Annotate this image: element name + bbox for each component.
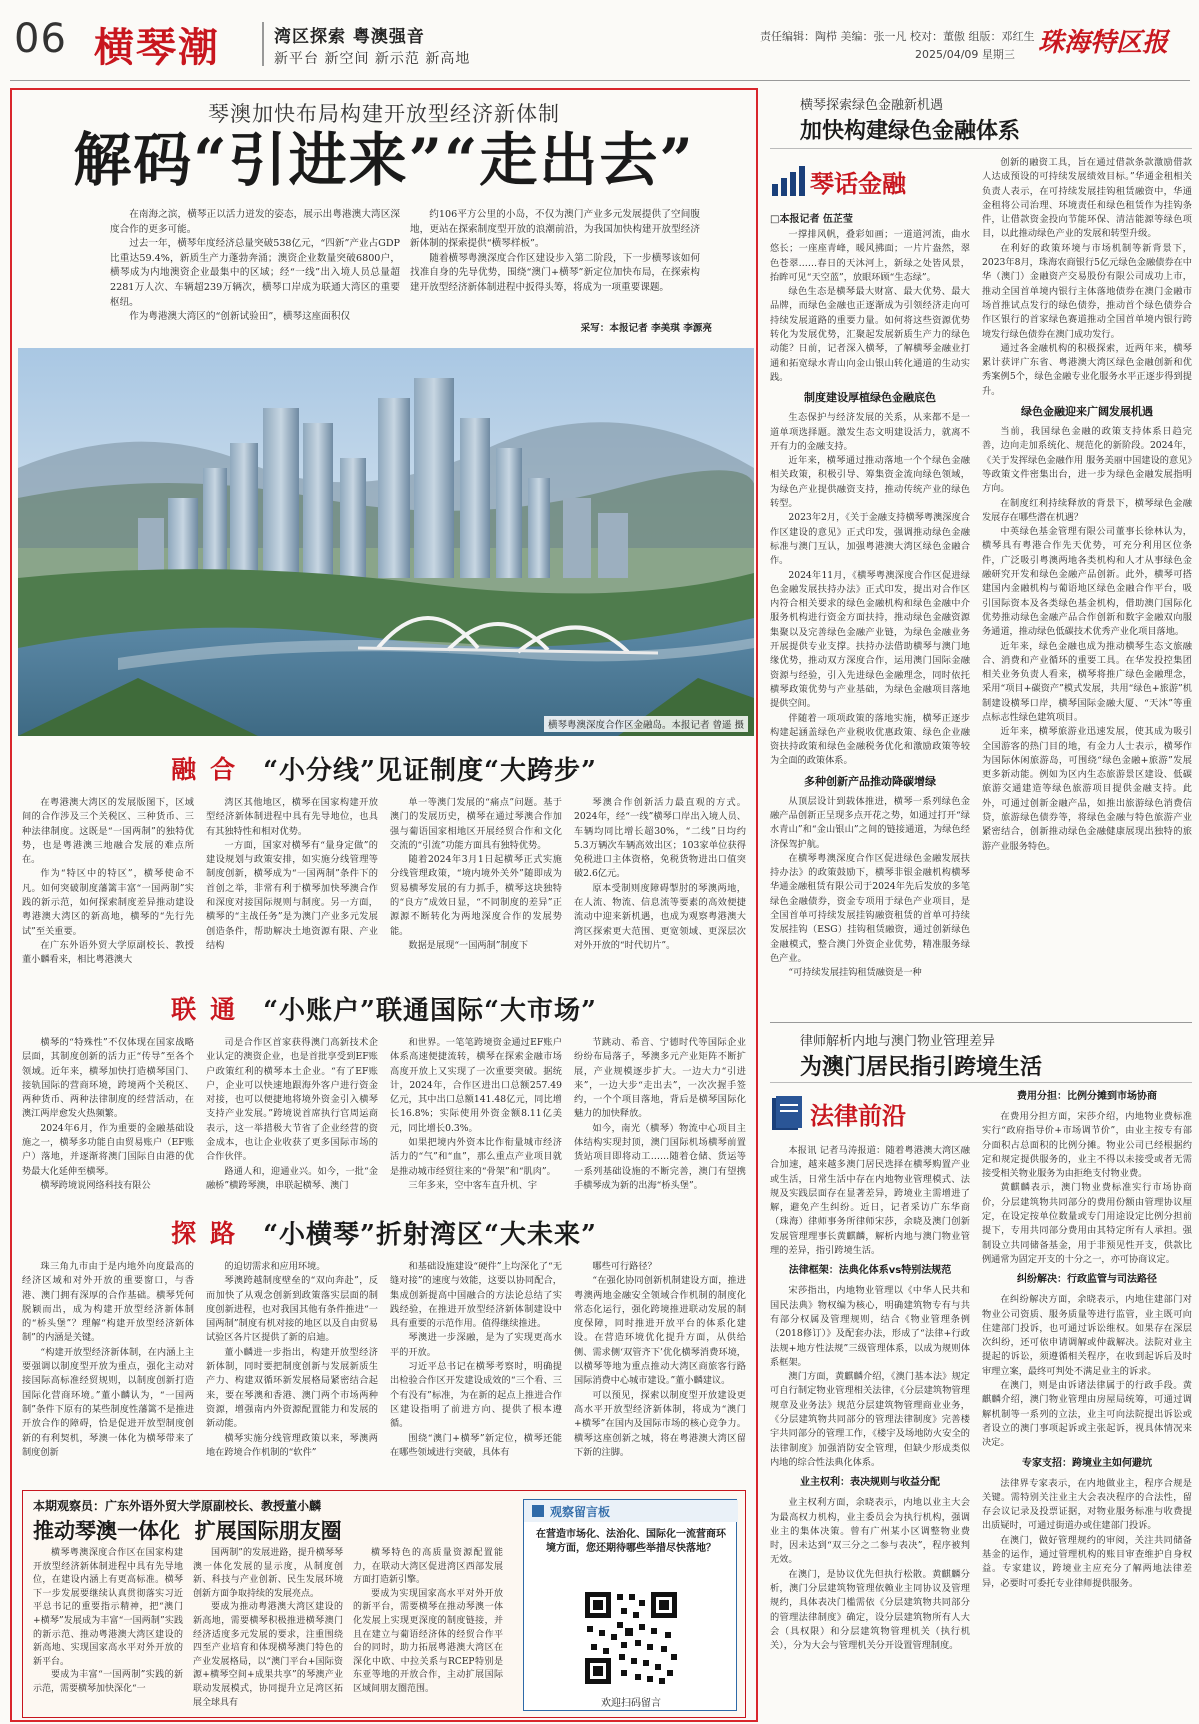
lead-kicker: 琴澳加快布局构建开放型经济新体制 bbox=[208, 102, 560, 126]
section-tag: 探路 bbox=[171, 1219, 250, 1248]
legal-col-2 bbox=[982, 1088, 1192, 1720]
qr-code[interactable] bbox=[581, 1588, 681, 1688]
article-kicker: 横琴探索绿色金融新机遇 bbox=[800, 98, 944, 113]
para: 通过各金融机构的积极探索，近两年来，横琴累计获评广东省、粤港澳大湾区绿色金融创新和优秀案例5个，绿色金融专业化服务水平正逐步得到提升。 bbox=[982, 342, 1192, 397]
section-title: “小账户”联通国际“大市场” bbox=[263, 995, 597, 1026]
subhead: 制度建设厚植绿色金融底色 bbox=[804, 391, 936, 405]
para: 2024年11月，《横琴粤澳深度合作区促进绿色金融发展扶持办法》正式印发，提出对合作区内符合相关要求的绿色金融机构和绿色金融中介服务机构进行资金方面扶持，推动绿色金融资源集聚以及完善绿色金融产业链，为绿色金融业务开展提供专业支撑。扶持办法借助横琴与澳门地缘优势，推动双方深度合作，运用澳门国际金融资源与经验，引入先进绿色金融理念，同时依托横琴政策优势与产业基础，为绿色金融项目落地提供空间。 bbox=[770, 569, 970, 710]
para: 近年来，绿色金融也成为推动横琴生态文旅融合、消费和产业循环的重要工具。在华发投控集团相关业务负责人看来，横琴将推广绿色金融理念，采用“项目+碳资产”模式发展，共用“绿色+旅游”机制建设横琴口岸，横琴国际金融大厦、“天沐”等重点标志性绿色建筑项目。 bbox=[982, 640, 1192, 723]
intro-para: 在南海之滨，横琴正以活力迸发的姿态，展示出粤港澳大湾区深度合作的更多可能。 bbox=[110, 209, 400, 235]
para: 中英绿色基金管理有限公司董事长徐林认为，横琴具有粤港合作先天优势，可充分利用区位条件，广泛吸引粤澳两地各类机构和人才从事绿色金融研究开发和绿色金融产品创新。此外，横琴可搭建国内金融机构与葡语地区绿色金融合作平台，吸引国际资本及各类绿色基金机构，借助澳门国际化优势推动绿色金融产品合作创新和数字金融双向服务通道，推动绿色低碳技术优秀产业化项目落地。 bbox=[982, 526, 1192, 638]
article-byline: □本报记者 伍芷莹 bbox=[770, 214, 853, 225]
section-explore-body bbox=[22, 1260, 746, 1486]
observer-box bbox=[22, 1490, 746, 1718]
section-connect-header bbox=[12, 986, 756, 1030]
para: 董小麟进一步指出，构建开放型经济新体制，同时要把制度创新与发展新质生产力、构建双循环新发展格局紧密结合起来，要在琴澳和香港、澳门两个市场两种资源，增强南内外资源配置能力和发展的新动能。 bbox=[206, 1346, 378, 1430]
editor-credits: 责任编辑：陶栉 美编：张一凡 校对：董傲 组版：邓红生 bbox=[760, 30, 1035, 43]
para: 在纠纷解决方面，余晓表示，内地住建部门对物业公司资质、服务质量等进行监管，业主既可向住建部门投诉，也可通过诉讼维权。如果存在深层次纠纷，还可依申请调解或仲裁解决。法院对业主提起的诉讼，须遵循相关程序，在收到起诉后及时审理立案，最终可判处不满足业主的诉求。 bbox=[982, 1294, 1192, 1377]
para: 哪些可行路径？ bbox=[592, 1261, 657, 1272]
para: 业主权利方面，余晓表示，内地以业主大会为最高权力机构，业主委员会为执行机构，强调业主的集体决策。曾有广州某小区调整物业费时，因未达到“双三分之二参与表决”，程序被判无效。 bbox=[770, 1497, 970, 1566]
para: 珠三角九市由于是内地外向度最高的经济区域和对外开放的重要窗口，与香港、澳门拥有深厚的合作基础。横琴凭何脱颖而出，成为构建开放型经济新体制的“桥头堡”？理解“构建开放型经济新体制”的内涵是关键。 bbox=[22, 1261, 194, 1344]
para: “在强化协同创新机制建设方面，推进粤澳两地金融安全领域合作机制的制度化常态化运行，强化跨境推进联动发展的制度保障，同时推进开放平台的体系化建设。在营造环境优化提升方面，从供给侧、需求侧‘双管齐下’优化横琴消费环境，以横琴等地为重点推动大湾区商旅客行路国际消费中心城市建设。”董小麟建议。 bbox=[574, 1275, 746, 1387]
column-logo bbox=[770, 156, 928, 206]
para: 近年来，横琴通过推动落地一个个绿色金融相关政策，积极引导、筹集资金流向绿色领域，为绿色产业提供融资支持，推动传统产业的绿色转型。 bbox=[770, 455, 970, 510]
observer-headline: 推动琴澳一体化 扩展国际朋友圈 bbox=[33, 1518, 342, 1543]
para: 原本受制则度障碍掣肘的琴澳两地，在人流、物流、信息流等要素的高效便捷流动中迎来新机遇，也成为观察粤港澳大湾区探索更大范围、更宽领域、更深层次对外开放的“时代切片”。 bbox=[574, 882, 746, 951]
subhead: 业主权利：表决规则与收益分配 bbox=[800, 1477, 940, 1489]
message-board-icon bbox=[532, 1505, 544, 1517]
para: 如今，南光（横琴）物流中心项目主体结构实现封顶，澳门国际机场横琴前置货站项目即将动工……随着仓储、货运等一系列基础设施的不断完善，澳门有望携手横琴成为新的出海“桥头堡”。 bbox=[574, 1122, 746, 1191]
para: 司是合作区首家获得澳门高新技术企业认定的澳资企业，也是首批享受到EF账户政策红利的横琴本土企业。“有了EF账户，企业可以快速地跟海外客户进行资金对接，也可以便捷地将境外资金引入横琴支持产业发展。”跨境说首席执行官周运商表示，这一举措极大节省了企业经营的资金成本，也让企业收获了更多国际市场的合作伙伴。 bbox=[206, 1037, 378, 1163]
para: 如果把境内外资本比作衔量城市经济活力的“气”和“血”，那么重点产业项目就是推动城市经贸往来的“骨架”和“肌肉”。 bbox=[390, 1137, 562, 1177]
para: 路通人和，迎通业兴。如今，一批“金融桥”横跨琴澳，串联起横琴、澳门 bbox=[206, 1165, 378, 1191]
para: 要成为丰富“一国两制”实践的新示范，需要横琴加快深化“一 bbox=[33, 1670, 183, 1694]
para: 横琴特色的高质量资源配置能力，在联动大湾区促进湾区西部发展方面打造新引擎。 bbox=[353, 1548, 503, 1586]
para: 生态保护与经济发展的关系，从来都不是一道单项选择题。激发生态文明建设活力，就离不开有力的金融支持。 bbox=[770, 412, 970, 452]
intro-para: 过去一年，横琴年度经济总量突破538亿元，“四新”产业占GDP比重达59.4%，新质生产力蓬勃奔涌；澳资企业数量突破6800户，横琴成为内地澳资企业最集中的区域；经“一线”出入境人员总量超2281万人次、车辆超239万辆次，横琴口岸成为联通大湾区的重要枢纽。 bbox=[110, 238, 400, 308]
para: 在利好的政策环境与市场机制等新背景下，2023年8月，珠海农商银行5亿元绿色金融债券在中华（澳门）金融资产交易股份有限公司成功上市，推动全国首单境内银行主体落地债券在澳门金融市场首推试点发行的绿色债券，推动首个绿色债券合作区银行的首家绿色赛道推动全国首单境内银行跨境发行绿色债券在澳门成功发行。 bbox=[982, 242, 1192, 340]
para: 单一等澳门发展的“痛点”问题。基于澳门的发展历史，横琴在通过琴澳合作加强与葡语国家相地区开展经贸合作和文化交流的“引流”功能方面具有独特优势。 bbox=[390, 797, 562, 851]
para: 湾区其他地区，横琴在国家构建开放型经济新体制进程中具有先导地位，也具有其独特性和相对优势。 bbox=[206, 797, 378, 837]
message-board-text: 在营造市场化、法治化、国际化一流营商环境方面，您还期待哪些举措尽快落地？ bbox=[536, 1529, 726, 1554]
column-logo bbox=[770, 1088, 950, 1138]
subhead: 法律框架：法典化体系vs特别法规范 bbox=[788, 1265, 952, 1277]
masthead-slogan: 湾区探索 粤澳强音 bbox=[274, 27, 425, 47]
section-fusion-body bbox=[22, 796, 746, 986]
section-logo: 横琴潮 bbox=[94, 24, 220, 71]
photo-caption: 横琴粤澳深度合作区金融岛。本报记者 曾遥 摄 bbox=[544, 716, 748, 732]
para: 近年来，横琴旅游业迅速发展，使其成为吸引全国游客的热门目的地，有金力人士表示，横琴作为国际休闲旅游岛，可围绕“绿色金融+旅游”发展更多新动能。例如为区内生态旅游景区建设、低碳旅游交通建造等绿色旅游项目提供金融支持。此外，可通过创新金融产品，如推出旅游绿色消费信贷，旅游绿色债券等，将绿色金融与特色旅游产业紧密结合，创新推动绿色金融健康展现出独特的旅游产业服务特色。 bbox=[982, 726, 1192, 852]
para: 琴澳进一步深融，是为了实现更高水平的开放。 bbox=[390, 1332, 562, 1358]
article-kicker: 律师解析内地与澳门物业管理差异 bbox=[800, 1034, 996, 1049]
observer-label: 本期观察员：广东外语外贸大学原副校长、教授董小麟 bbox=[33, 1499, 322, 1513]
section-explore-header bbox=[12, 1210, 756, 1254]
skyline-photo-illustration bbox=[18, 348, 754, 736]
legal-col-1 bbox=[770, 1144, 970, 1720]
lead-byline: 采写：本报记者 李美琪 李源亮 bbox=[580, 323, 712, 334]
para: 在澳门，做好管理规约的审阅，关注共同储备基金的运作，通过管理机构的账目审查维护自身权益。专家建议，跨境业主应充分了解两地法律差异，必要时可委托专业律师提供服务。 bbox=[982, 1534, 1192, 1589]
para: 黄麒麟表示，澳门物业费标准实行市场协商价，分层建筑物共同部分的费用份额由管理协议厘定，在设定按单位数量或专门用途设定比例分担前提下，专用共同部分费用由其特定所有人承担。强制设立共同储备基金，用于非预见性开支，供款比例通常为固定开支的十分之一，亦可协商议定。 bbox=[982, 1182, 1192, 1265]
para: 在费用分担方面，宋莎介绍，内地物业费标准实行“政府指导价+市场调节价”，由业主按专有部分面积占总面积的比例分摊。物业公司已经根据约定和规定提供服务的，业主不得以未接受或者无需接受相关物业服务为由拒绝支付物业费。 bbox=[982, 1111, 1192, 1180]
subhead: 专家支招：跨境业主如何避坑 bbox=[1022, 1457, 1152, 1469]
subhead: 费用分担：比例分摊到市场协商 bbox=[1017, 1091, 1157, 1102]
law-book-icon bbox=[770, 1094, 804, 1132]
para: 绿色生态是横琴最大财富、最大优势、最大品牌，而绿色金融也正逐渐成为引领经济走向可持续发展道路的重要力量。如何将这些资源优势转化为发展优势，汇聚起发展新质生产力的绿色动能？日前，记者深入横琴，了解横琴金融业打通和拓宽绿水青山向金山银山转化通道的生动实践。 bbox=[770, 286, 970, 383]
section-tag: 融合 bbox=[171, 755, 250, 784]
subhead: 多种创新产品推动降碳增绿 bbox=[804, 774, 936, 788]
section-title: “小横琴”折射湾区“大未来” bbox=[263, 1219, 597, 1250]
para: 在广东外语外贸大学原副校长、教授董小麟看来，相比粤港澳大 bbox=[22, 939, 194, 966]
para: 横琴跨境说网络科技有限公 bbox=[40, 1179, 151, 1191]
para: 在澳门，是协议优先但执行松散。黄麒麟分析，澳门分层建筑物管理依赖业主同协议及管理规约，具体表决门槛需依《分层建筑物共同部分的管理法律制度》确定，设分层建筑物所有人大会（具权限）和分层建筑物管理机关（执行机关），分为大会与管理机关分开设置管理制度。 bbox=[770, 1568, 970, 1652]
para: 本报讯 记者马涛报道：随着粤港澳大湾区融合加速，越来越多澳门居民选择在横琴购置产业或生活，日常生活中存在内地物业管理模式、法规及实践层面存在显著差异，跨境业主需增进了解，避免产生纠纷。近日，记者采访广东华商（珠海）律师事务所律师宋莎，余晓及澳门创新发展管理理事长黄麒麟，解析内地与澳门物业管理的差异，指引跨境生活。 bbox=[770, 1145, 970, 1257]
article-headline: 加快构建绿色金融体系 bbox=[800, 118, 1021, 144]
legal-article bbox=[770, 1026, 1192, 1722]
para: 一撑排风帆，叠彩如画；一道道河流，曲水悠长；一座座青峰，暖风拂面；一片片盎然，翠色苍翠……春日的天沐河上，新绿之处皆风景，抬眸可见“天空蓝”，放眼环顾“生态绿”。 bbox=[770, 229, 970, 283]
para: 澳门方面，黄麒麟介绍，《澳门基本法》规定可自行制定物业管理相关法律，《分层建筑物管理规章及业务法》规范分层建筑物管理商业业务，《分层建筑物共同部分的管理法律制度》完善楼宇共同部分的管理工作，《楼宇及场地防火安全的法律制度》加强消防安全管理，但缺少形成类似内地的综合性法典化体系。 bbox=[770, 1371, 970, 1468]
para: 宋莎指出，内地物业管理以《中华人民共和国民法典》物权编为核心，明确建筑物专有与共有部分权属及管理规则，结合《物业管理条例（2018修订）》及配套办法，形成了“法律+行政法规+地方性法规”三级管理体系，以成为规则体系框架。 bbox=[770, 1285, 970, 1368]
para: 2024年6月，作为重要的金融基础设施之一，横琴多功能自由贸易账户（EF账户）落地，并逐渐将澳门国际自由港的优势最大化延伸至横琴。 bbox=[22, 1122, 194, 1177]
para: 三年多来，空中客车直升机、宇 bbox=[408, 1179, 538, 1191]
article-headline: 为澳门居民指引跨境生活 bbox=[800, 1054, 1043, 1080]
para: 横琴的“特殊性”不仅体现在国家战略层面，其制度创新的活力正“传导”至各个领域。近年来，横琴加快打造横琴国门、接轨国际的营商环境，跨境两个关税区、两种货币、两种法律制度的经营活动，在澳江两岸愈发火热频繁。 bbox=[22, 1037, 194, 1120]
green-finance-article bbox=[770, 88, 1192, 1018]
chart-icon bbox=[770, 164, 806, 198]
paper-name: 珠海特区报 bbox=[1038, 28, 1169, 58]
para: “可持续发展挂钩租赁融资是一种 bbox=[788, 967, 922, 979]
para: 数据是展现“一国两制”制度下 bbox=[408, 939, 529, 951]
section-tag: 联通 bbox=[171, 995, 250, 1024]
lead-photo bbox=[18, 348, 754, 736]
para: 法律界专家表示，在内地做业主，程序合规是关键。需特别关注业主大会表决程序的合法性，留存会议记录及投票证据，对物业服务标准与收费提出质疑时，可通过街道办或住建部门投诉。 bbox=[982, 1477, 1192, 1532]
para: 横琴粤澳深度合作区在国家构建开放型经济新体制进程中具有先导地位，在建设内涵上有更高标准。横琴下一步发展要继续认真贯彻落实习近平总书记的重要指示精神，把“澳门+横琴”发展成为丰富“一国两制”实践的新示范、推动粤港澳大湾区建设的新高地、实现国家高水平对外开放的新平台。 bbox=[33, 1548, 183, 1667]
masthead bbox=[0, 0, 1199, 82]
green-col-2 bbox=[982, 156, 1192, 1018]
column-name: 法律前沿 bbox=[810, 1101, 906, 1130]
para: 的迫切需求和应用环境。 bbox=[224, 1261, 326, 1272]
intro-para: 随着横琴粤澳深度合作区建设步入第二阶段，下一步横琴该如何找准自身的先导优势，围绕“澳门+横琴”新定位加快布局，在探索构建开放型经济新体制进程中扳得头筹，将成为一项重要课题。 bbox=[410, 252, 700, 293]
para: 当前，我国绿色金融的政策支持体系日趋完善，边向走加系统化、规范化的新阶段。2024年，《关于发挥绿色金融作用 服务美丽中国建设的意见》等政策文件密集出台，进一步为绿色金融发展指明方向。 bbox=[982, 426, 1192, 495]
para: 随着2024年3月1日起横琴正式实施分线管理政策，“境内境外关外”随即成为贸易横琴发展的有力抓手，横琴这块独特的“良方”成效日显，“不同制度的差异”正源源不断转化为两地深度合作的发展势能。 bbox=[390, 854, 562, 937]
para: 围绕“澳门+横琴”新定位，横琴还能在哪些领域进行突破，具体有 bbox=[390, 1432, 562, 1458]
para: 和基础设施建设“硬件”上均深化了“无缝对接”的速度与效能，这要以协同配合，集成创新提高中国融合的方法论总结了实践经验，在推进开放型经济新体制建设中具有重要的示范作用。值得继续推进。 bbox=[390, 1261, 562, 1330]
para: 2023年2月，《关于金融支持横琴粤澳深度合作区建设的意见》正式印发，强调推动绿色金融标准与澳门互认，加强粤港澳大湾区绿色金融合作。 bbox=[770, 512, 970, 567]
section-connect-body bbox=[22, 1036, 746, 1204]
para: 一方面，国家对横琴有“量身定做”的建设规划与政策安排，如实施分线管理等制度创新，横琴成为“一国两制”条件下的首创之举，非常有利于横琴加快琴澳合作和深度对接国际规则与制度。另一方面，横琴的“主战任务”是为澳门产业多元发展创造条件，帮助解决土地资源有限、产业结构 bbox=[206, 839, 378, 951]
para: 作为“特区中的特区”，横琴使命不凡。如何突破制度藩篱丰富“一国两制”实践的新示范，如何探索制度差异推动建设粤港澳大湾区的新高地，横琴的“先行先试”至关重要。 bbox=[22, 868, 194, 937]
message-board bbox=[523, 1499, 737, 1711]
para: “构建开放型经济新体制，在内涵上主要强调以制度型开放为重点，强化主动对接国际高标准经贸规则，以制度创新打造国际化营商环境。”董小麟认为，“一国两制”条件下原有的某些制度性藩篱不是推进开放合作的障碍，恰是促进开放型制度创新的有利契机，琴澳一体化为横琴带来了制度创新 bbox=[22, 1346, 194, 1458]
green-col-1 bbox=[770, 228, 970, 1018]
page-number: 06 bbox=[14, 16, 67, 62]
para: 和世界。一笔笔跨境资金通过EF账户体系高速便捷流转，横琴在探索金融市场高度开放上又实现了一次重要突破。据统计，2024年，合作区进出口总额257.49亿元，其中出口总额141.48亿元，同比增长16.8%；实际使用外资金额8.11亿美元，同比增长0.3%。 bbox=[390, 1037, 562, 1134]
lead-headline: 解码“引进来”“走出去” bbox=[73, 126, 695, 194]
para: 横琴实施分线管理政策以来，琴澳两地在跨境合作机制的“软件” bbox=[206, 1432, 378, 1458]
para: 在澳门，则是由诉诸法律属于的行政手段。黄麒麟介绍，澳门物业管理由房屋局统筹，可通过调解机制等一系列的立法，业主可向法院提出诉讼或者设立的澳门事项起诉或主张起诉，视具体情况来决定。 bbox=[982, 1380, 1192, 1449]
qr-code-icon bbox=[581, 1588, 681, 1688]
para: 节跳动、希音、宁德时代等国际企业纷纷布局落子，琴澳多元产业矩阵不断扩展，产业规模逐步扩大。一边大力“引进来”，一边大步“走出去”，一次次握手签约，一个个项目落地，背后是横琴国际化魅力的加快释放。 bbox=[574, 1037, 746, 1120]
para: 在制度红利持续释放的背景下，横琴绿色金融发展存在哪些潜在机遇？ bbox=[982, 497, 1192, 523]
para: 习近平总书记在横琴考察时，明确提出检验合作区开发建设成效的“三个看、三个有没有”标准，为在新的起点上推进合作区建设指明了前进方向、提供了根本遵循。 bbox=[390, 1361, 562, 1430]
para: 创新的融资工具，旨在通过借款条款激励借款人达成预设的可持续发展绩效目标。”华通金租相关负责人表示，在可持续发展挂钩租赁融资中，华通金租将公司治理、环境责任和绿色租赁作为挂钩条件，让借款资金投向节能环保、清洁能源等绿色项目，以此推动绿色产业的发展和转型升级。 bbox=[982, 157, 1192, 240]
para: 琴澳合作创新活力最直观的方式。2024年，经“一线”横琴口岸出入境人员、车辆均同比增长超30%，“二线”日均约5.3万辆次车辆高效出区；103家单位获得免税进口主体资格，免税货物进出口值突破2.6亿元。 bbox=[574, 797, 746, 880]
para: 要成为实现国家高水平对外开放的新平台，需要横琴在推动琴澳一体化发展上实现更深度的制度链接，并且在建立与葡语经济体的经贸合作平台的同时，助力拓展粤港澳大湾区在深化中欧、中拉关系与RCEP特别是东亚等地的开放合作，主动扩展国际区域间朋友圈范围。 bbox=[353, 1588, 503, 1694]
para: 在横琴粤澳深度合作区促进绿色金融发展扶持办法》的政策鼓励下，横琴非银金融机构横琴华通金融租赁有限公司于2024年先后发放的多笔绿色金融债券，资金专项用于绿色产业项目，是全国首单可持续发展挂钩融资租赁的首单可持续发展挂钩（ESG）挂钩租赁融资，通过创新绿色金融模式，整合澳门外资企业优势，精准服务绿色产业。 bbox=[770, 852, 970, 964]
para: 琴澳跨越制度壁垒的“双向奔赴”，反而加快了从观念创新到政策落实层面的制度创新进程，也对我国其他有条件推进“一国两制”制度有机对接的地区以及自由贸易试验区各片区提供了新的启迪。 bbox=[206, 1275, 378, 1344]
intro-para: 作为粤港澳大湾区的“创新试验田”，横琴这座面积仅 bbox=[129, 311, 351, 323]
para: 从顶层设计到载体推进，横琴一系列绿色金融产品创新正呈现多点开花之势，如通过打开“绿水青山”和“金山银山”之间的链接通道，为绿色经济保驾护航。 bbox=[770, 795, 970, 850]
column-name: 琴话金融 bbox=[810, 169, 906, 198]
para: 可以预见，探索以制度型开放建设更高水平开放型经济新体制，将成为“澳门+横琴”在国内及国际市场的核心竞争力。横琴这座创新之城，将在粤港澳大湾区留下新的注脚。 bbox=[574, 1389, 746, 1458]
para: 要成为推动粤港澳大湾区建设的新高地，需要横琴积极推进横琴澳门经济适度多元发展的要求，注重围绕四至产业培育和体现横琴澳门特色的产业发展格局，以“澳门平台+国际资源+横琴空间+成果共享”的琴澳产业联动发展模式，协同提升立足湾区拓展全球具有 bbox=[193, 1602, 343, 1708]
message-board-footer: 欢迎扫码留言 bbox=[601, 1698, 661, 1709]
subhead: 绿色金融迎来广阔发展机遇 bbox=[1021, 405, 1153, 419]
section-fusion-header bbox=[12, 746, 756, 790]
subhead: 纠纷解决：行政监管与司法路径 bbox=[1017, 1274, 1157, 1286]
para: 国两制”的发展进路，提升横琴琴澳一体化发展的显示度，从制度创新、科技与产业创新、民生发展环境创新方面争取持续的发展亮点。 bbox=[193, 1548, 343, 1599]
issue-date: 2025/04/09 星期三 bbox=[915, 48, 1015, 61]
para: 在粤港澳大湾区的发展版图下，区域间的合作涉及三个关税区、三种货币、三种法律制度。这既是“一国两制”的独特优势，也是粤港澳三地融合发展的难点所在。 bbox=[22, 797, 194, 866]
message-board-title: 观察留言板 bbox=[550, 1505, 611, 1519]
section-title: “小分线”见证制度“大跨步” bbox=[263, 755, 597, 786]
intro-para: 约106平方公里的小岛，不仅为澳门产业多元发展提供了空间腹地，更站在探索制度型开放的浪潮前沿，为我国加快构建开放型经济新体制的探索提供“横琴样板”。 bbox=[410, 209, 700, 250]
masthead-subslogan: 新平台 新空间 新示范 新高地 bbox=[274, 51, 471, 67]
lead-story-frame bbox=[10, 88, 758, 1722]
para: 伴随着一项项政策的落地实施，横琴正逐步构建起涵盖绿色产业税收优惠政策、绿色企业融资扶持政策和绿色金融税务优化和激励政策等较为全面的政策体系。 bbox=[770, 712, 970, 767]
